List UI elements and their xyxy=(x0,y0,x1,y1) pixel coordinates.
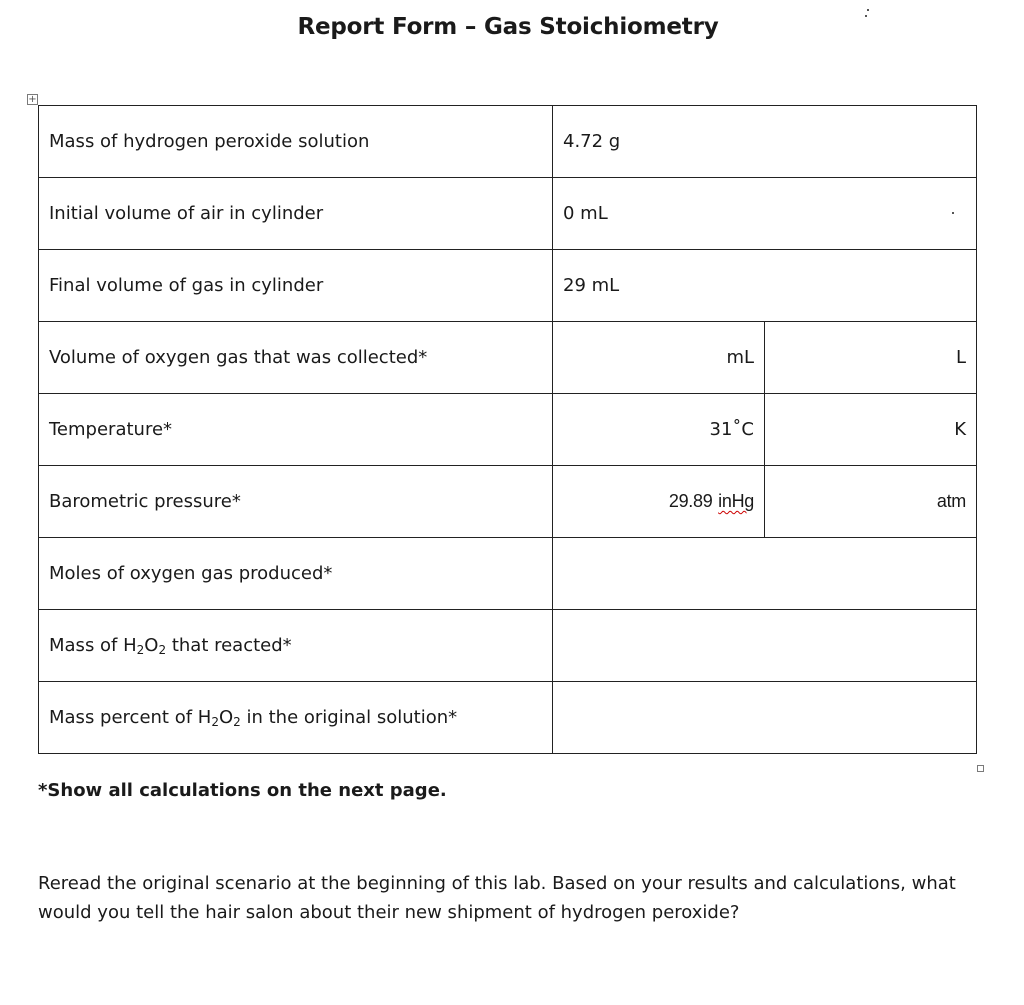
row-value-left[interactable]: 31˚C xyxy=(553,394,765,466)
table-resize-handle-icon[interactable] xyxy=(977,765,984,772)
table-row xyxy=(39,538,977,610)
row-value-left[interactable] xyxy=(553,466,765,538)
stray-mark xyxy=(867,9,869,11)
row-value-left[interactable]: mL xyxy=(553,322,765,394)
row-label: Mass of hydrogen peroxide solution xyxy=(39,106,553,178)
row-value-right[interactable]: L xyxy=(765,322,977,394)
row-value[interactable]: 29 mL xyxy=(553,250,977,322)
row-label: Temperature* xyxy=(39,394,553,466)
table-row xyxy=(39,394,977,466)
row-value-right[interactable]: K xyxy=(765,394,977,466)
pressure-number: 29.89 xyxy=(668,491,713,511)
table-row xyxy=(39,466,977,538)
table-move-handle-icon[interactable]: + xyxy=(28,94,37,105)
row-value[interactable] xyxy=(553,178,977,250)
page-title: Report Form – Gas Stoichiometry xyxy=(297,14,719,40)
row-label xyxy=(39,610,553,682)
pressure-unit: inHg xyxy=(718,491,754,511)
row-label xyxy=(39,682,553,754)
row-label: Volume of oxygen gas that was collected* xyxy=(39,322,553,394)
stray-mark xyxy=(865,15,867,17)
label-text: that reacted* xyxy=(166,635,292,656)
subscript: 2 xyxy=(233,715,241,729)
row-value[interactable]: 4.72 g xyxy=(553,106,977,178)
label-text: in the original solution* xyxy=(240,707,458,728)
row-label: Barometric pressure* xyxy=(39,466,553,538)
subscript: 2 xyxy=(136,643,145,657)
label-text: Mass of H xyxy=(49,635,137,656)
table-row xyxy=(39,250,977,322)
report-table xyxy=(38,105,977,754)
row-value[interactable] xyxy=(553,538,977,610)
subscript: 2 xyxy=(158,643,167,657)
discussion-question: Reread the original scenario at the beginning of this lab. Based on your results and calculations, what would you tell the hair salon about their new shipment of hydrogen peroxide? xyxy=(38,873,956,923)
label-text: Mass percent of H xyxy=(49,707,212,728)
table-row xyxy=(39,106,977,178)
table-row xyxy=(39,322,977,394)
table-row xyxy=(39,682,977,754)
subscript: 2 xyxy=(211,715,219,729)
row-label: Initial volume of air in cylinder xyxy=(39,178,553,250)
calculation-note: *Show all calculations on the next page. xyxy=(38,780,447,801)
label-text: O xyxy=(218,707,234,728)
row-label: Moles of oxygen gas produced* xyxy=(39,538,553,610)
row-value-text: 0 mL xyxy=(563,203,608,224)
row-value[interactable] xyxy=(553,610,977,682)
stray-mark xyxy=(952,212,954,214)
row-value-right[interactable]: atm xyxy=(765,466,977,538)
row-label: Final volume of gas in cylinder xyxy=(39,250,553,322)
label-text: O xyxy=(144,635,159,656)
table-row xyxy=(39,610,977,682)
table-row xyxy=(39,178,977,250)
row-value[interactable] xyxy=(553,682,977,754)
